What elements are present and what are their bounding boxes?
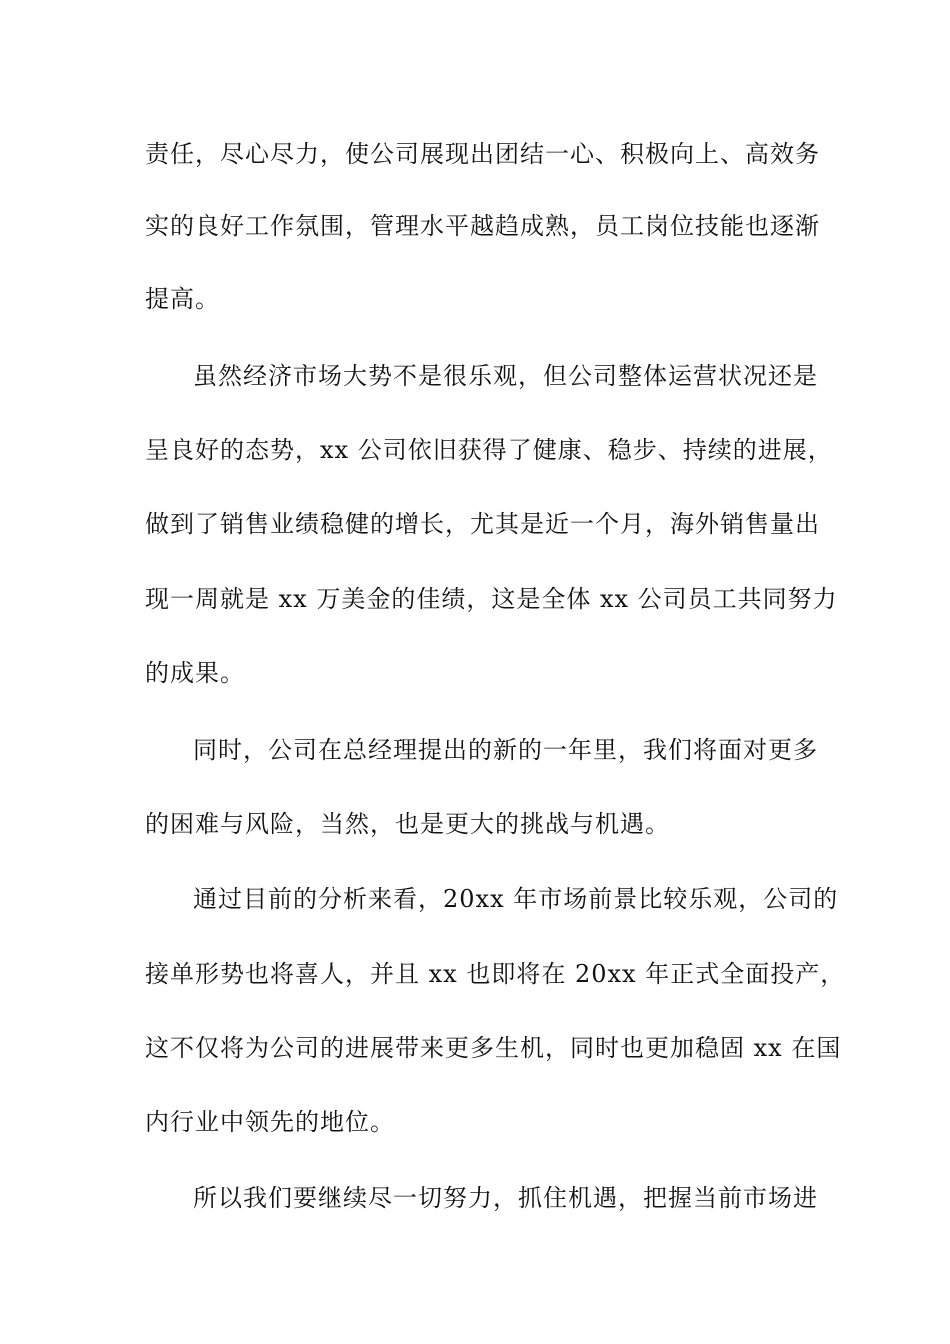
paragraph-first-line: 虽然经济市场大势不是很乐观，但公司整体运营状况还是 [193, 362, 818, 390]
text-line: 这不仅将为公司的进展带来更多生机，同时也更加稳固 xx 在国 [145, 1034, 842, 1062]
text-line: 的成果。 [145, 659, 245, 687]
text-line: 责任，尽心尽力，使公司展现出团结一心、积极向上、高效务 [145, 140, 820, 168]
text-line: 现一周就是 xx 万美金的佳绩，这是全体 xx 公司员工共同努力 [145, 585, 838, 613]
text-line: 接单形势也将喜人，并且 xx 也即将在 20xx 年正式全面投产， [145, 960, 846, 988]
text-line: 提高。 [145, 285, 220, 313]
paragraph-first-line: 同时，公司在总经理提出的新的一年里，我们将面对更多 [193, 736, 818, 764]
text-line: 内行业中领先的地位。 [145, 1108, 395, 1136]
text-line: 的困难与风险，当然，也是更大的挑战与机遇。 [145, 810, 670, 838]
paragraph-first-line: 所以我们要继续尽一切努力，抓住机遇，把握当前市场进 [193, 1184, 818, 1212]
text-line: 呈良好的态势，xx 公司依旧获得了健康、稳步、持续的进展， [145, 436, 833, 464]
text-line: 实的良好工作氛围，管理水平越趋成熟，员工岗位技能也逐渐 [145, 212, 820, 240]
text-line: 做到了销售业绩稳健的增长，尤其是近一个月，海外销售量出 [145, 510, 820, 538]
paragraph-first-line: 通过目前的分析来看，20xx 年市场前景比较乐观，公司的 [193, 885, 839, 913]
